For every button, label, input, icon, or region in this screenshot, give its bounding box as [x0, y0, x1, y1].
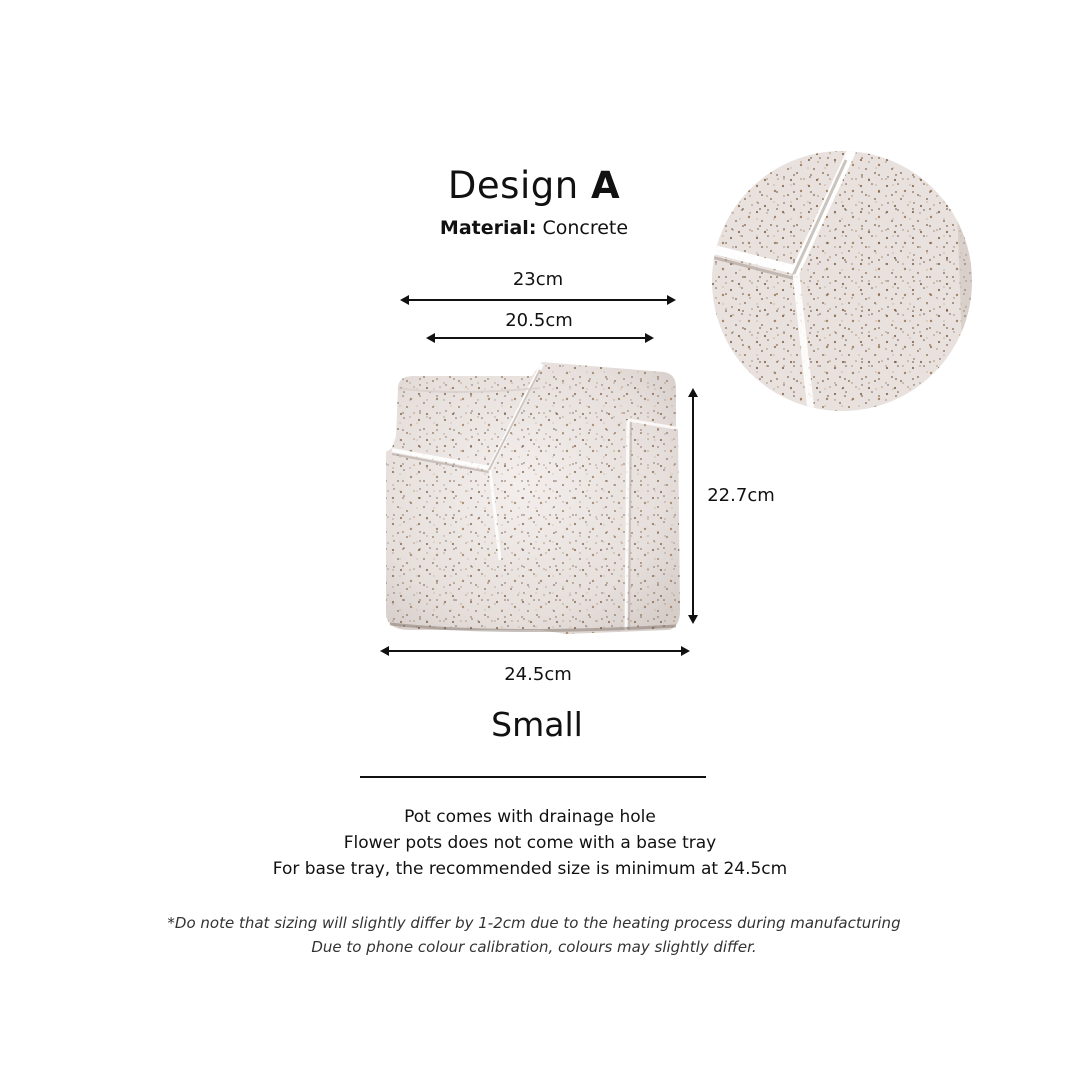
base-arrow [380, 646, 690, 656]
pot-image [386, 362, 680, 634]
design-title [0, 164, 1068, 207]
divider [360, 776, 706, 778]
disclaimer-line-1: *Do note that sizing will slightly differ by 1-2cm due to the heating process during manufacturing [167, 914, 901, 932]
disclaimer [0, 911, 1068, 959]
top-inner-arrow [426, 333, 654, 343]
design-title-prefix: Design [447, 164, 579, 207]
drainage-info: Pot comes with drainage hole [404, 807, 656, 827]
dimension-top-inner: 20.5cm [505, 310, 573, 331]
disclaimer-line-2: Due to phone colour calibration, colours may slightly differ. [311, 938, 757, 956]
tray-size-note: For base tray, the recommended size is minimum at 24.5cm [272, 859, 788, 879]
dimension-base: 24.5cm [504, 664, 572, 685]
dimension-top-outer: 23cm [512, 269, 564, 290]
material-line [0, 217, 1068, 239]
size-name: Small [491, 705, 583, 744]
tray-note: Flower pots does not come with a base tray [343, 833, 717, 853]
height-arrow [688, 388, 698, 624]
design-letter: A [590, 164, 621, 207]
material-label: Material: [439, 217, 537, 239]
material-value: Concrete [542, 217, 629, 239]
top-outer-arrow [400, 295, 676, 305]
dimension-height: 22.7cm [707, 485, 775, 506]
